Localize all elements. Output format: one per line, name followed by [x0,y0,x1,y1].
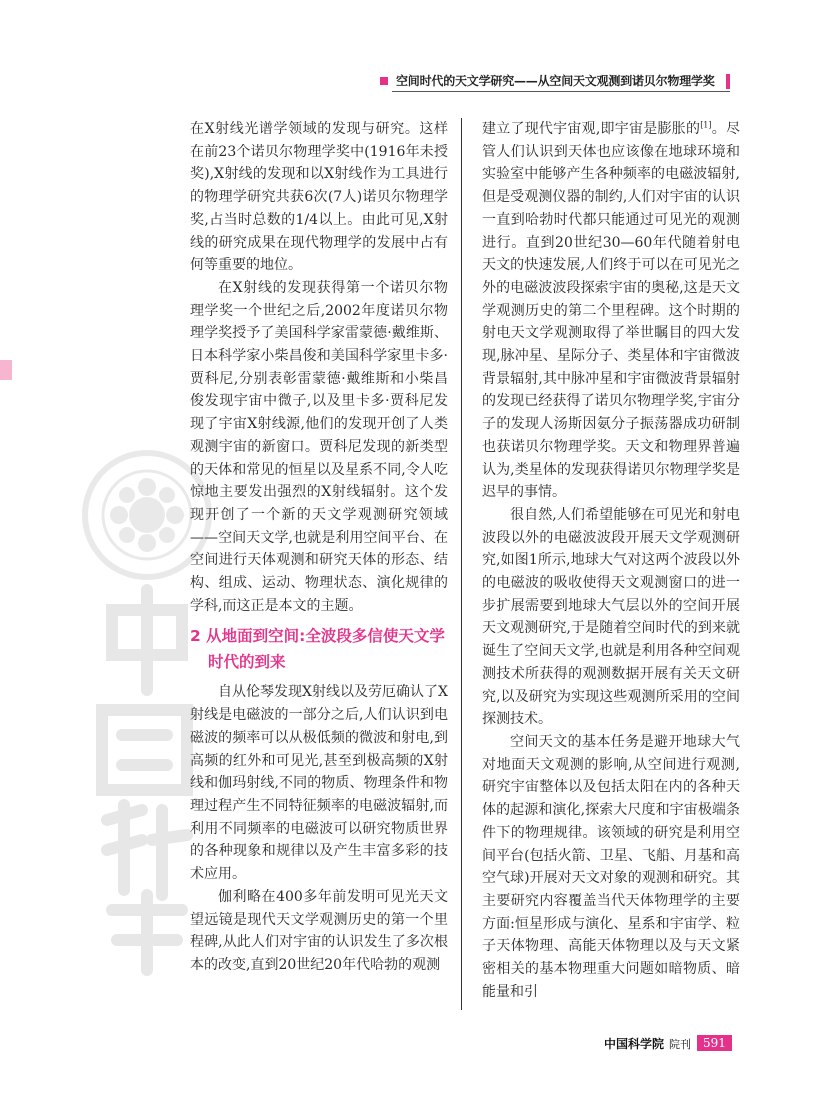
paragraph: 在X射线的发现获得第一个诺贝尔物理学奖一个世纪之后,2002年度诺贝尔物理学奖授予了美国科学家雷蒙德·戴维斯、日本科学家小柴昌俊和美国科学家里卡多·贾科尼,分别表彰雷蒙德·戴维斯和小柴昌俊发现宇宙中微子,以及里卡多·贾科尼发现了宇宙X射线源,他们的发现开创了人类观测宇宙的新窗口。贾科尼发现的新类型的天体和常见的恒星以及星系不同,令人吃惊地主要发出强烈的X射线辐射。这个发现开创了一个新的天文学观测研究领域——空间天文学,也就是利用空间平台、在空间进行天体观测和研究天体的形态、结构、组成、运动、物理状态、演化规律的学科,而这正是本文的主题。 [190,279,448,614]
paragraph: 空间天文的基本任务是避开地球大气对地面天文观测的影响,从空间进行观测,研究宇宙整体以及包括太阳在内的各种天体的起源和演化,探索大尺度和宇宙极端条件下的物理规律。该领域的研究是利用空间平台(包括火箭、卫星、飞船、月基和高空气球)开展对天文对象的观测和研究。其主要研究内容覆盖当代天体物理学的主要方面:恒星形成与演化、星系和宇宙学、粒子天体物理、高能天体物理以及与天文紧密相关的基本物理重大问题如暗物质、暗能量和引 [482,733,740,1000]
paragraph-text: 。尽管人们认识到天体也应该像在地球环境和实验室中能够产生各种频率的电磁波辐射,但是受观测仪器的制约,人们对宇宙的认识一直到哈勃时代都只能通过可见光的观测进行。直到20世纪30—60年代随着射电天文的快速发展,人们终于可以在可见光之外的电磁波波段探索宇宙的奥秘,这是天文学观测历史的第二个里程碑。这个时期的射电天文学观测取得了举世瞩目的四大发现,脉冲星、星际分子、类星体和宇宙微波背景辐射,其中脉冲星和宇宙微波背景辐射的发现已经获得了诺贝尔物理学奖,宇宙分子的发现人汤斯因氨分子振荡器成功研制也获诺贝尔物理学奖。天文和物理界普遍认为,类星体的发现获得诺贝尔物理学奖是迟早的事情。 [482,121,740,501]
citation-reference[interactable]: [1] [700,120,712,130]
header-rule [392,91,730,92]
journal-logo: 中国科学院 [604,1037,665,1051]
running-title: 空间时代的天文学研究——从空间天文观测到诺贝尔物理学奖 [396,74,715,88]
left-column [190,118,448,977]
header-square-marker [380,77,388,85]
paragraph: 伽利略在400多年前发明可见光天文望远镜是现代天文学观测历史的第一个里程碑,从此人们对宇宙的认识发生了多次根本的改变,直到20世纪20年代哈勃的观测 [190,888,448,973]
page-footer [604,1035,734,1053]
page-number: 591 [697,1035,732,1051]
paragraph: 在X射线光谱学领域的发现与研究。这样在前23个诺贝尔物理学奖中(1916年未授奖),X射线的发现和以X射线作为工具进行的物理学研究共获6次(7人)诺贝尔物理学奖,占当时总数的1/4以上。由此可见,X射线的研究成果在现代物理学的发展中占有何等重要的地位。 [190,121,448,274]
paragraph [482,118,740,504]
calligraphy-watermark [102,590,187,970]
journal-suffix: 院刊 [669,1038,691,1051]
header-bar-marker [726,74,730,89]
section-heading: 2 从地面到空间:全波段多信使天文学时代的到来 [190,627,445,672]
running-header [380,70,730,92]
paragraph: 很自然,人们希望能够在可见光和射电波段以外的电磁波波段开展天文学观测研究,如图1所示,地球大气对这两个波段以外的电磁波的吸收使得天文观测窗口的进一步扩展需要到地球大气层以外的空间开展天文观测研究,于是随着空间时代的到来就诞生了空间天文学,也就是利用各种空间观测技术所获得的观测数据开展有关天文研究,以及研究为实现这些观测所采用的空间探测技术。 [482,506,740,728]
column-divider [461,118,462,1010]
edge-tab-marker [0,360,12,380]
right-column [482,118,740,1003]
paragraph-text: 建立了现代宇宙观,即宇宙是膨胀的 [482,121,701,137]
paragraph: 自从伦琴发现X射线以及劳厄确认了X射线是电磁波的一部分之后,人们认识到电磁波的频率可以从极低频的微波和射电,到高频的红外和可见光,甚至到极高频的X射线和伽玛射线,不同的物质、物理条件和物理过程产生不同特征频率的电磁波辐射,而利用不同频率的电磁波可以研究物质世界的各种现象和规律以及产生丰富多彩的技术应用。 [190,684,448,883]
